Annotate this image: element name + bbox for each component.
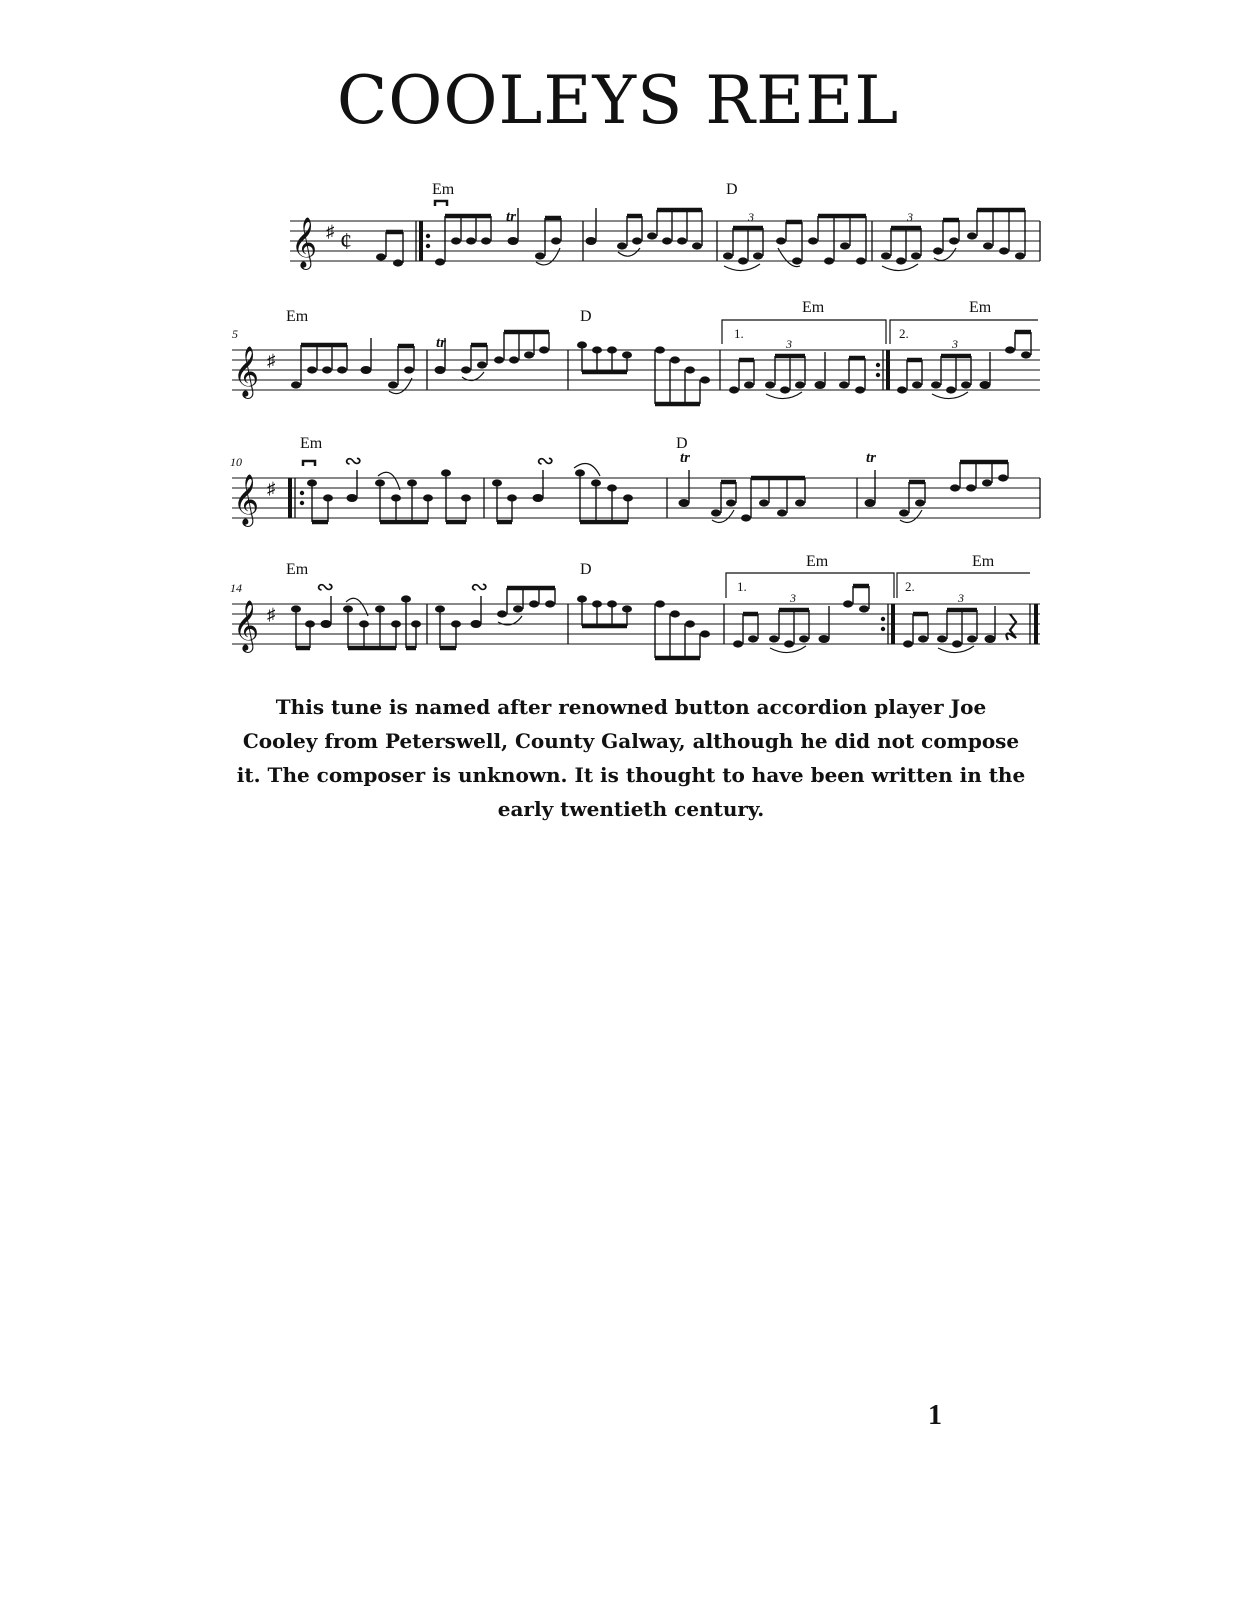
chord-symbol: Em [802, 299, 825, 316]
measure-number: 10 [230, 455, 242, 469]
page-number: 1 [928, 1400, 942, 1431]
chord-symbol: Em [969, 299, 992, 316]
time-signature: ¢ [340, 229, 352, 255]
tune-description: This tune is named after renowned button accordion player Joe Cooley from Peterswell, County Galway, although he did not compose it. The composer is unknown. It is thought to have been written in the early twentieth century. [236, 695, 1026, 821]
chord-symbol: D [726, 181, 738, 198]
trill-mark: tr [506, 209, 517, 225]
notes [291, 586, 1016, 658]
svg-text:1.: 1. [734, 326, 744, 341]
staff-system-3 [230, 435, 1040, 527]
chord-symbol: Em [286, 308, 309, 325]
chord-symbol: Em [432, 181, 455, 198]
triplet-mark: 3 [790, 591, 796, 605]
key-signature-sharp: ♯ [267, 351, 276, 370]
svg-text:2.: 2. [899, 326, 909, 341]
notes [307, 462, 1008, 522]
ending-bracket [722, 320, 886, 344]
treble-clef: 𝄞 [291, 218, 318, 267]
trill-mark: tr [680, 450, 691, 466]
svg-text:1.: 1. [737, 579, 747, 594]
down-bow-mark [435, 201, 447, 206]
key-signature-sharp: ♯ [267, 479, 276, 498]
turn-mark: ∾ [344, 448, 363, 473]
chord-symbol: D [676, 435, 688, 452]
treble-clef: 𝄞 [233, 475, 260, 524]
triplet-mark: 3 [952, 337, 958, 351]
chord-symbol: Em [806, 553, 829, 570]
measure-number: 14 [230, 581, 242, 595]
key-signature-sharp: ♯ [326, 222, 335, 241]
key-signature-sharp: ♯ [267, 605, 276, 624]
turn-mark: ∾ [536, 448, 555, 473]
triplet-mark: 3 [786, 337, 792, 351]
treble-clef: 𝄞 [233, 347, 260, 396]
chord-symbol: D [580, 561, 592, 578]
down-bow-mark [303, 461, 315, 466]
staff-system-2 [232, 299, 1040, 404]
chord-symbol: Em [286, 561, 309, 578]
chord-symbol: Em [300, 435, 323, 452]
trill-mark: tr [866, 450, 877, 466]
turn-mark: ∾ [470, 574, 489, 599]
chord-symbol: Em [972, 553, 995, 570]
svg-text:2.: 2. [905, 579, 915, 594]
sheet-music [0, 0, 1236, 680]
triplet-mark: 3 [748, 210, 754, 224]
measure-number: 5 [232, 327, 238, 341]
staff-system-1 [290, 181, 1040, 271]
trill-mark: tr [436, 335, 447, 351]
chord-symbol: D [580, 308, 592, 325]
triplet-mark: 3 [958, 591, 964, 605]
treble-clef: 𝄞 [233, 601, 260, 650]
notes [291, 332, 1031, 404]
turn-mark: ∾ [316, 574, 335, 599]
staff-system-4 [230, 553, 1040, 658]
triplet-mark: 3 [907, 210, 913, 224]
page-title: COOLEYS REEL [336, 62, 900, 139]
